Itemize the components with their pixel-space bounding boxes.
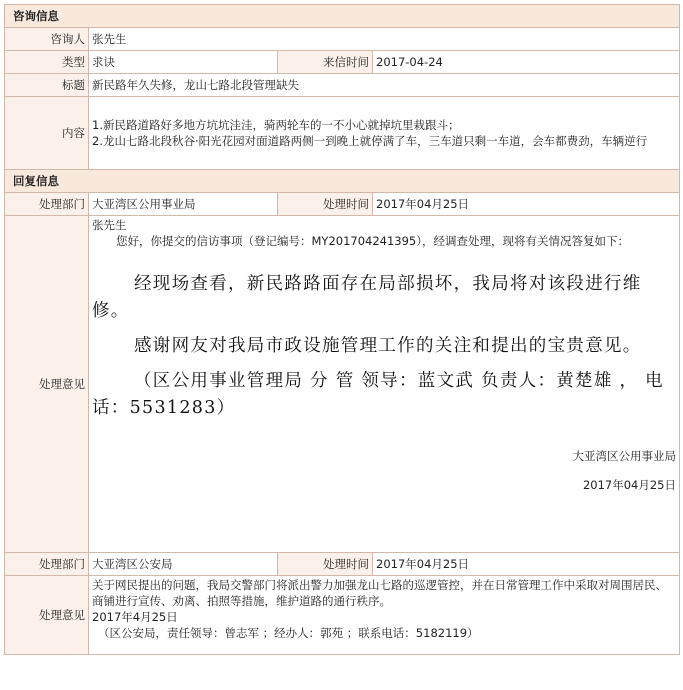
consultant-value: 张先生 <box>89 28 680 51</box>
reply2-opinion-value <box>89 576 680 655</box>
reply1-time-label: 处理时间 <box>278 193 373 216</box>
reply1-opinion-value <box>89 216 680 553</box>
letter-date-label: 来信时间 <box>278 51 373 74</box>
reply-section-title: 回复信息 <box>5 170 680 193</box>
reply1-greeting: 张先生 <box>92 218 127 232</box>
reply1-paragraph-1: 经现场查看，新民路路面存在局部损坏，我局将对该段进行维修。 <box>92 274 642 321</box>
reply1-intro: 您好，你提交的信访事项（登记编号：MY201704241395），经调查处理，现将有关情况答复如下： <box>116 234 629 248</box>
reply1-dept-value: 大亚湾区公用事业局 <box>89 193 278 216</box>
title-label: 标题 <box>5 74 89 97</box>
content-value <box>89 97 680 170</box>
consult-section-row <box>5 5 680 28</box>
type-row <box>5 51 680 74</box>
content-line-1: 1.新民路道路好多地方坑坑洼洼，骑两轮车的一不小心就掉坑里栽跟斗； <box>92 118 460 132</box>
consultant-row <box>5 28 680 51</box>
title-row <box>5 74 680 97</box>
reply1-dept-row <box>5 193 680 216</box>
title-value: 新民路年久失修，龙山七路北段管理缺失 <box>89 74 680 97</box>
type-value: 求诀 <box>89 51 278 74</box>
reply-section-row <box>5 170 680 193</box>
reply2-opinion-label: 处理意见 <box>5 576 89 655</box>
reply1-opinion-row <box>5 216 680 553</box>
content-label: 内容 <box>5 97 89 170</box>
reply2-date: 2017年4月25日 <box>92 610 178 624</box>
consult-section-title: 咨询信息 <box>5 5 680 28</box>
reply1-signature: 大亚湾区公用事业局 <box>572 449 676 463</box>
reply1-sign-date: 2017年04月25日 <box>582 478 676 492</box>
reply1-opinion-label: 处理意见 <box>5 216 89 553</box>
consult-reply-table <box>4 4 680 655</box>
reply1-paragraph-3: （区公用事业管理局 分 管 领导：蓝文武 负责人：黄楚雄 ， 电话：5531283） <box>92 371 664 418</box>
reply1-paragraph-2: 感谢网友对我局市政设施管理工作的关注和提出的宝贵意见。 <box>134 336 642 356</box>
type-label: 类型 <box>5 51 89 74</box>
letter-date-value: 2017-04-24 <box>373 51 680 74</box>
reply2-dept-value: 大亚湾区公安局 <box>89 553 278 576</box>
reply1-time-value: 2017年04月25日 <box>373 193 680 216</box>
reply1-dept-label: 处理部门 <box>5 193 89 216</box>
content-line-2: 2.龙山七路北段秋谷·阳光花园对面道路两侧一到晚上就停满了车，三车道只剩一车道，会车都费劲，车辆逆行 <box>92 134 648 148</box>
reply2-dept-row <box>5 553 680 576</box>
reply2-time-value: 2017年04月25日 <box>373 553 680 576</box>
reply2-dept-label: 处理部门 <box>5 553 89 576</box>
reply1-body <box>92 271 676 422</box>
reply2-contact: （区公安局，责任领导：曾志军 ；经办人：郭苑 ；联系电话：5182119） <box>98 626 479 640</box>
reply2-opinion-row <box>5 576 680 655</box>
reply2-time-label: 处理时间 <box>278 553 373 576</box>
content-row <box>5 97 680 170</box>
consultant-label: 咨询人 <box>5 28 89 51</box>
reply2-text: 关于网民提出的问题，我局交警部门将派出警力加强龙山七路的巡逻管控，并在日常管理工作中采取对周围居民、商铺进行宣传、劝离、拍照等措施，维护道路的通行秩序。 <box>92 578 667 608</box>
